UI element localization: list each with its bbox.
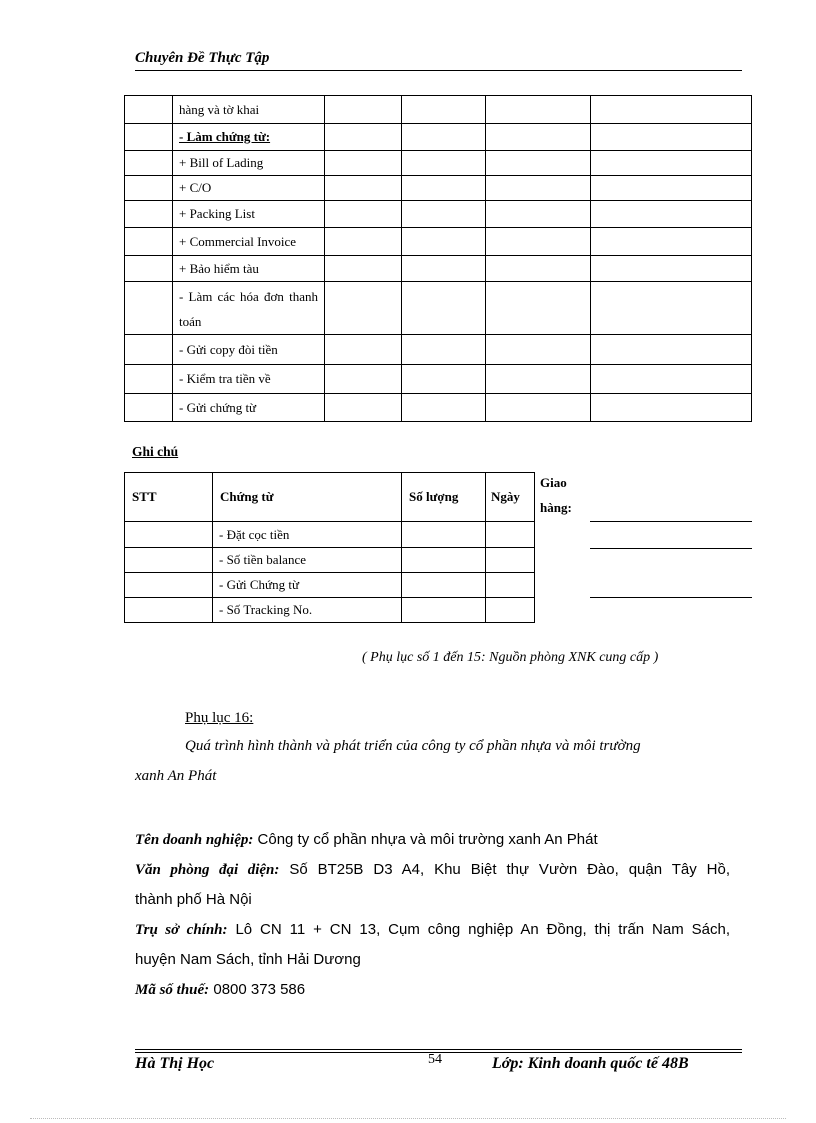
notes-title: Ghi chú — [132, 444, 179, 459]
column-header: Chứng từ — [213, 473, 402, 522]
appendix-heading: Quá trình hình thành và phát triển của công ty cổ phần nhựa và môi trường — [185, 738, 641, 754]
table-cell: - Số Tracking No. — [213, 598, 402, 623]
steps-table — [124, 95, 752, 422]
field-label: Tên doanh nghiệp: — [135, 832, 254, 848]
header-rule — [135, 70, 742, 71]
table-cell: - Đặt cọc tiền — [213, 522, 402, 548]
delivery-label: Giao hàng: — [540, 475, 572, 515]
page-number: 54 — [428, 1052, 442, 1067]
signature-line — [590, 597, 752, 598]
table-cell: - Số tiền balance — [213, 548, 402, 573]
table-cell: - Gửi Chứng từ — [213, 573, 402, 598]
company-info — [135, 825, 730, 1005]
signature-line — [590, 521, 752, 522]
table-cell: - Làm các hóa đơn thanh toán — [173, 282, 325, 335]
field-value: huyện Nam Sách, tỉnh Hải Dương — [135, 951, 361, 968]
footer-author: Hà Thị Học — [135, 1055, 215, 1072]
field-value: 0800 373 586 — [209, 981, 306, 998]
table-cell: - Làm chứng từ: — [179, 129, 271, 144]
notes-table — [124, 472, 535, 623]
column-header: Ngày — [486, 473, 535, 522]
field-value: Số BT25B D3 A4, Khu Biệt thự Vườn Đào, quận Tây Hồ, — [279, 861, 730, 878]
table-cell: - Kiểm tra tiền về — [173, 365, 325, 394]
field-value: thành phố Hà Nội — [135, 891, 252, 908]
table-cell: + Packing List — [173, 201, 325, 228]
signature-line — [590, 548, 752, 549]
appendix-title: Phụ lục 16: — [185, 710, 254, 726]
table-cell: + Bảo hiểm tàu — [173, 256, 325, 282]
table-cell: + C/O — [173, 176, 325, 201]
field-label: Mã số thuế: — [135, 982, 210, 998]
header-title: Chuyên Đề Thực Tập — [135, 50, 270, 66]
table-cell: - Gửi copy đòi tiền — [173, 335, 325, 365]
table-cell: - Gửi chứng từ — [173, 394, 325, 422]
field-value: Lô CN 11 + CN 13, Cụm công nghiệp An Đồng, thị trấn Nam Sách, — [227, 921, 730, 938]
footer-class: Lớp: Kinh doanh quốc tế 48B — [492, 1055, 689, 1072]
field-label: Văn phòng đại diện: — [135, 862, 280, 878]
source-note: ( Phụ lục số 1 đến 15: Nguồn phòng XNK cung cấp ) — [362, 650, 659, 665]
footer-rule — [135, 1049, 742, 1050]
appendix-heading-cont: xanh An Phát — [135, 768, 217, 784]
table-cell: + Bill of Lading — [173, 151, 325, 176]
column-header: STT — [125, 473, 213, 522]
column-header: Số lượng — [402, 473, 486, 522]
table-cell: + Commercial Invoice — [173, 228, 325, 256]
field-label: Trụ sở chính: — [135, 922, 228, 938]
page-edge — [30, 1118, 786, 1119]
table-cell: hàng và tờ khai — [173, 96, 325, 124]
field-value: Công ty cổ phần nhựa và môi trường xanh An Phát — [253, 831, 598, 848]
